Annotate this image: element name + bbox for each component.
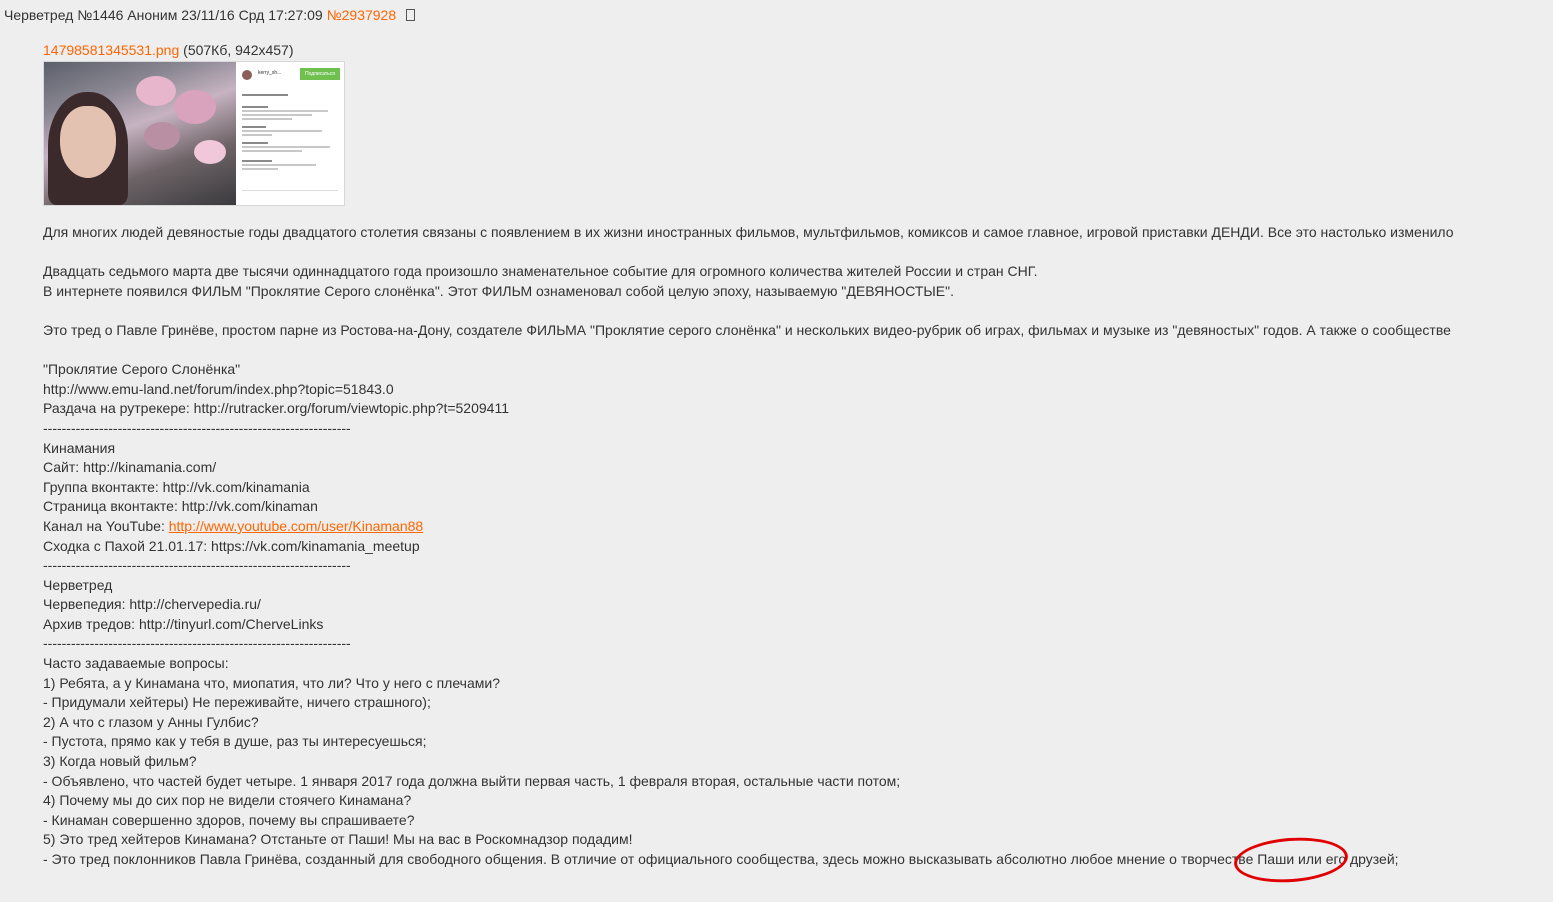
- message-line: В интернете появился ФИЛЬМ "Проклятие Серого слонёнка". Этот ФИЛЬМ ознаменовал собой целую эпоху, называемую "ДЕВЯНОСТЫЕ".: [43, 282, 954, 299]
- message-line: Архив тредов: http://tinyurl.com/CherveLinks: [43, 615, 324, 632]
- message-line: Кинамания: [43, 439, 116, 456]
- youtube-line: [43, 517, 1454, 537]
- post-subject: Черветред №1446: [4, 7, 124, 23]
- message-line: Раздача на рутрекере: http://rutracker.org/forum/viewtopic.php?t=5209411: [43, 400, 509, 417]
- faq-answer: - Придумали хейтеры) Не переживайте, ничего страшного);: [43, 694, 431, 711]
- separator-line: ------------------------------------------------------------------: [43, 419, 351, 436]
- thumbnail-comments-panel: [236, 62, 344, 205]
- message-line: "Проклятие Серого Слонёнка": [43, 361, 241, 378]
- separator-line: ------------------------------------------------------------------: [43, 557, 351, 574]
- separator-line: ------------------------------------------------------------------: [43, 635, 351, 652]
- faq-answer: - Объявлено, что частей будет четыре. 1 января 2017 года должна выйти первая часть, 1 февраля вторая, остальные части потом;: [43, 772, 901, 789]
- message-line: [43, 341, 1454, 361]
- message-line: http://www.emu-land.net/forum/index.php?topic=51843.0: [43, 380, 394, 397]
- message-line: Сайт: http://kinamania.com/: [43, 459, 217, 476]
- faq-question: 1) Ребята, а у Кинамана что, миопатия, что ли? Что у него с плечами?: [43, 674, 500, 691]
- message-line: Страница вконтакте: http://vk.com/kinaman: [43, 498, 318, 515]
- message-line: Двадцать седьмого марта две тысячи одиннадцатого года произошло знаменательное событие для огромного количества жителей России и стран СНГ.: [43, 263, 1038, 280]
- message-line: Сходка с Пахой 21.01.17: https://vk.com/kinamania_meetup: [43, 537, 420, 554]
- thumbnail-follow-button: Подписаться: [300, 68, 340, 80]
- post-author: Аноним: [127, 7, 178, 23]
- message-line: Червепедия: http://chervepedia.ru/: [43, 596, 261, 613]
- post-datetime: 23/11/16 Срд 17:27:09: [181, 7, 323, 23]
- message-line: [43, 243, 1454, 263]
- message-line: [43, 301, 1454, 321]
- faq-title: Часто задаваемые вопросы:: [43, 655, 229, 672]
- post-header: [4, 6, 415, 24]
- thumbnail-avatar: [242, 70, 252, 80]
- faq-answer: - Пустота, прямо как у тебя в душе, раз ты интересуешься;: [43, 733, 427, 750]
- file-info: [43, 41, 294, 59]
- youtube-prefix: Канал на YouTube:: [43, 517, 169, 534]
- thumbnail-photo: [44, 62, 236, 205]
- message-line: Черветред: [43, 576, 113, 593]
- post-message: [43, 223, 1454, 870]
- faq-question: 2) А что с глазом у Анны Гулбис?: [43, 713, 259, 730]
- faq-question: 3) Когда новый фильм?: [43, 753, 197, 770]
- faq-question: 5) Это тред хейтеров Кинамана? Отстаньте от Паши! Мы на вас в Роскомнадзор подадим!: [43, 831, 633, 848]
- attachment-thumbnail[interactable]: [43, 61, 345, 206]
- post-number-link[interactable]: №2937928: [326, 7, 397, 23]
- faq-answer: - Кинаман совершенно здоров, почему вы спрашиваете?: [43, 811, 415, 828]
- file-meta: (507Кб, 942x457): [183, 42, 294, 58]
- message-line: Это тред о Павле Гринёве, простом парне из Ростова-на-Дону, создателе ФИЛЬМА "Проклятие серого слонёнка" и нескольких видео-рубрик об играх, фильмах и музыке из "девяностых" годов. А также о сообществе: [43, 321, 1451, 338]
- faq-answer: - Это тред поклонников Павла Гринёва, созданный для свободного общения. В отличие от официального сообщества, здесь можно высказывать абсолютно любое мнение о творчестве Паши или его друзей;: [43, 851, 1399, 867]
- message-line: Для многих людей девяностые годы двадцатого столетия связаны с появлением в их жизни иностранных фильмов, мультфильмов, комиксов и самое главное, игровой приставки ДЕНДИ. Все это настолько изменило: [43, 224, 1454, 240]
- faq-question: 4) Почему мы до сих пор не видели стоячего Кинамана?: [43, 792, 412, 809]
- youtube-link[interactable]: http://www.youtube.com/user/Kinaman88: [168, 517, 424, 534]
- thumbnail-username: kerry_sh...: [258, 70, 282, 76]
- post-menu-icon[interactable]: [406, 9, 415, 21]
- message-line: Группа вконтакте: http://vk.com/kinamania: [43, 478, 310, 495]
- file-name-link[interactable]: 14798581345531.png: [43, 42, 180, 58]
